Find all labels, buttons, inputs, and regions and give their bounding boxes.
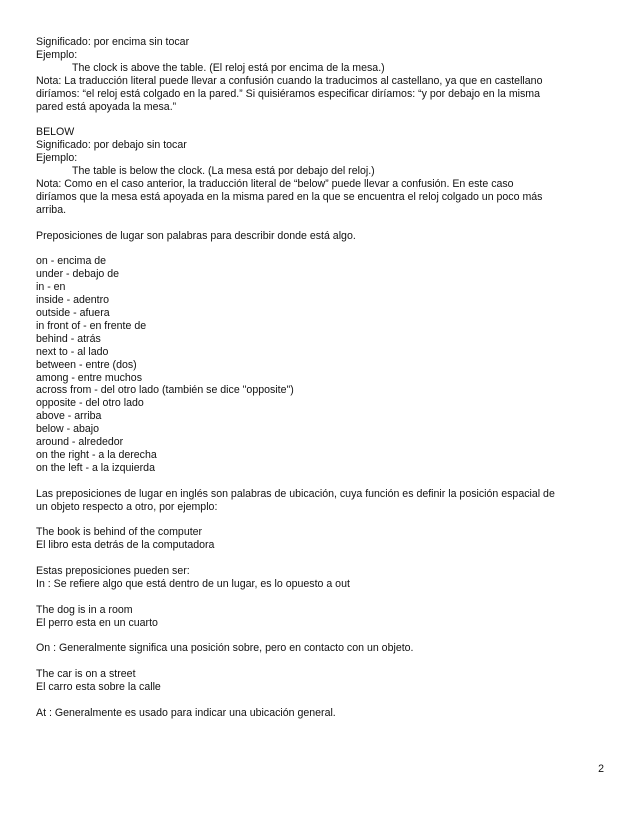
preposition-item: inside - adentro [36,294,110,307]
above-meaning: Significado: por encima sin tocar [36,36,190,48]
above-note-line-2: diríamos: “el reloj está colgado en la pared.” Si quisiéramos especificar diríamos: “y por debajo en la misma [36,87,541,100]
in-definition: In : Se refiere algo que está dentro de un lugar, es lo opuesto a out [36,577,350,590]
above-note-line-3: pared está apoyada la mesa.” [36,100,177,113]
intro-paragraph: Preposiciones de lugar son palabras para describir donde está algo. [36,229,356,242]
preposition-item: on the left - a la izquierda [36,461,155,474]
place-prepositions-line-1: Las preposiciones de lugar en inglés son palabras de ubicación, cuya función es definir la posición espacial de [36,487,555,500]
preposition-item: in - en [36,281,66,294]
preposition-item: on the right - a la derecha [36,448,157,461]
at-definition: At : Generalmente es usado para indicar una ubicación general. [36,706,336,719]
preposition-item: opposite - del otro lado [36,397,144,410]
preposition-item: among - entre muchos [36,371,142,384]
car-example-en: The car is on a street [36,668,136,681]
preposition-item: on - encima de [36,255,107,268]
preposition-item: below - abajo [36,423,100,436]
above-note-line-1: Nota: La traducción literal puede llevar a confusión cuando la traducimos al castellano, ya que en castellano [36,74,543,87]
above-example: The clock is above the table. (El reloj está por encima de la mesa.) [72,61,385,74]
preposition-item: across from - del otro lado (también se dice "opposite") [36,384,294,397]
page-number: 2 [598,763,604,775]
below-note-line-3: arriba. [36,203,67,216]
below-heading: BELOW [36,126,75,139]
below-meaning: Significado: por debajo sin tocar [36,139,187,152]
on-definition: On : Generalmente significa una posición sobre, pero en contacto con un objeto. [36,642,414,655]
preposition-item: around - alrededor [36,436,124,449]
above-example-label: Ejemplo: [36,48,78,61]
preposition-item: in front of - en frente de [36,319,147,332]
book-example-en: The book is behind of the computer [36,526,203,539]
preposition-list [36,255,606,474]
below-example-label: Ejemplo: [36,152,78,165]
dog-example-en: The dog is in a room [36,603,133,616]
car-example-es: El carro esta sobre la calle [36,681,161,694]
preposition-item: between - entre (dos) [36,358,137,371]
preposition-item: outside - afuera [36,306,110,319]
preposition-item: next to - al lado [36,345,109,358]
preposition-item: behind - atrás [36,332,101,345]
dog-example-es: El perro esta en un cuarto [36,616,158,629]
preposition-item: above - arriba [36,410,102,423]
these-prepositions: Estas preposiciones pueden ser: [36,565,190,578]
below-note-line-1: Nota: Como en el caso anterior, la traducción literal de “below” puede llevar a confusión. En este caso [36,177,514,190]
place-prepositions-line-2: un objeto respecto a otro, por ejemplo: [36,500,218,513]
book-example-es: El libro esta detrás de la computadora [36,539,215,552]
below-note-line-2: diríamos que la mesa está apoyada en la misma pared en la que se encuentra el reloj colgado un poco más [36,190,543,203]
below-example: The table is below the clock. (La mesa está por debajo del reloj.) [72,165,375,178]
preposition-item: under - debajo de [36,268,120,281]
page-content [36,36,606,720]
